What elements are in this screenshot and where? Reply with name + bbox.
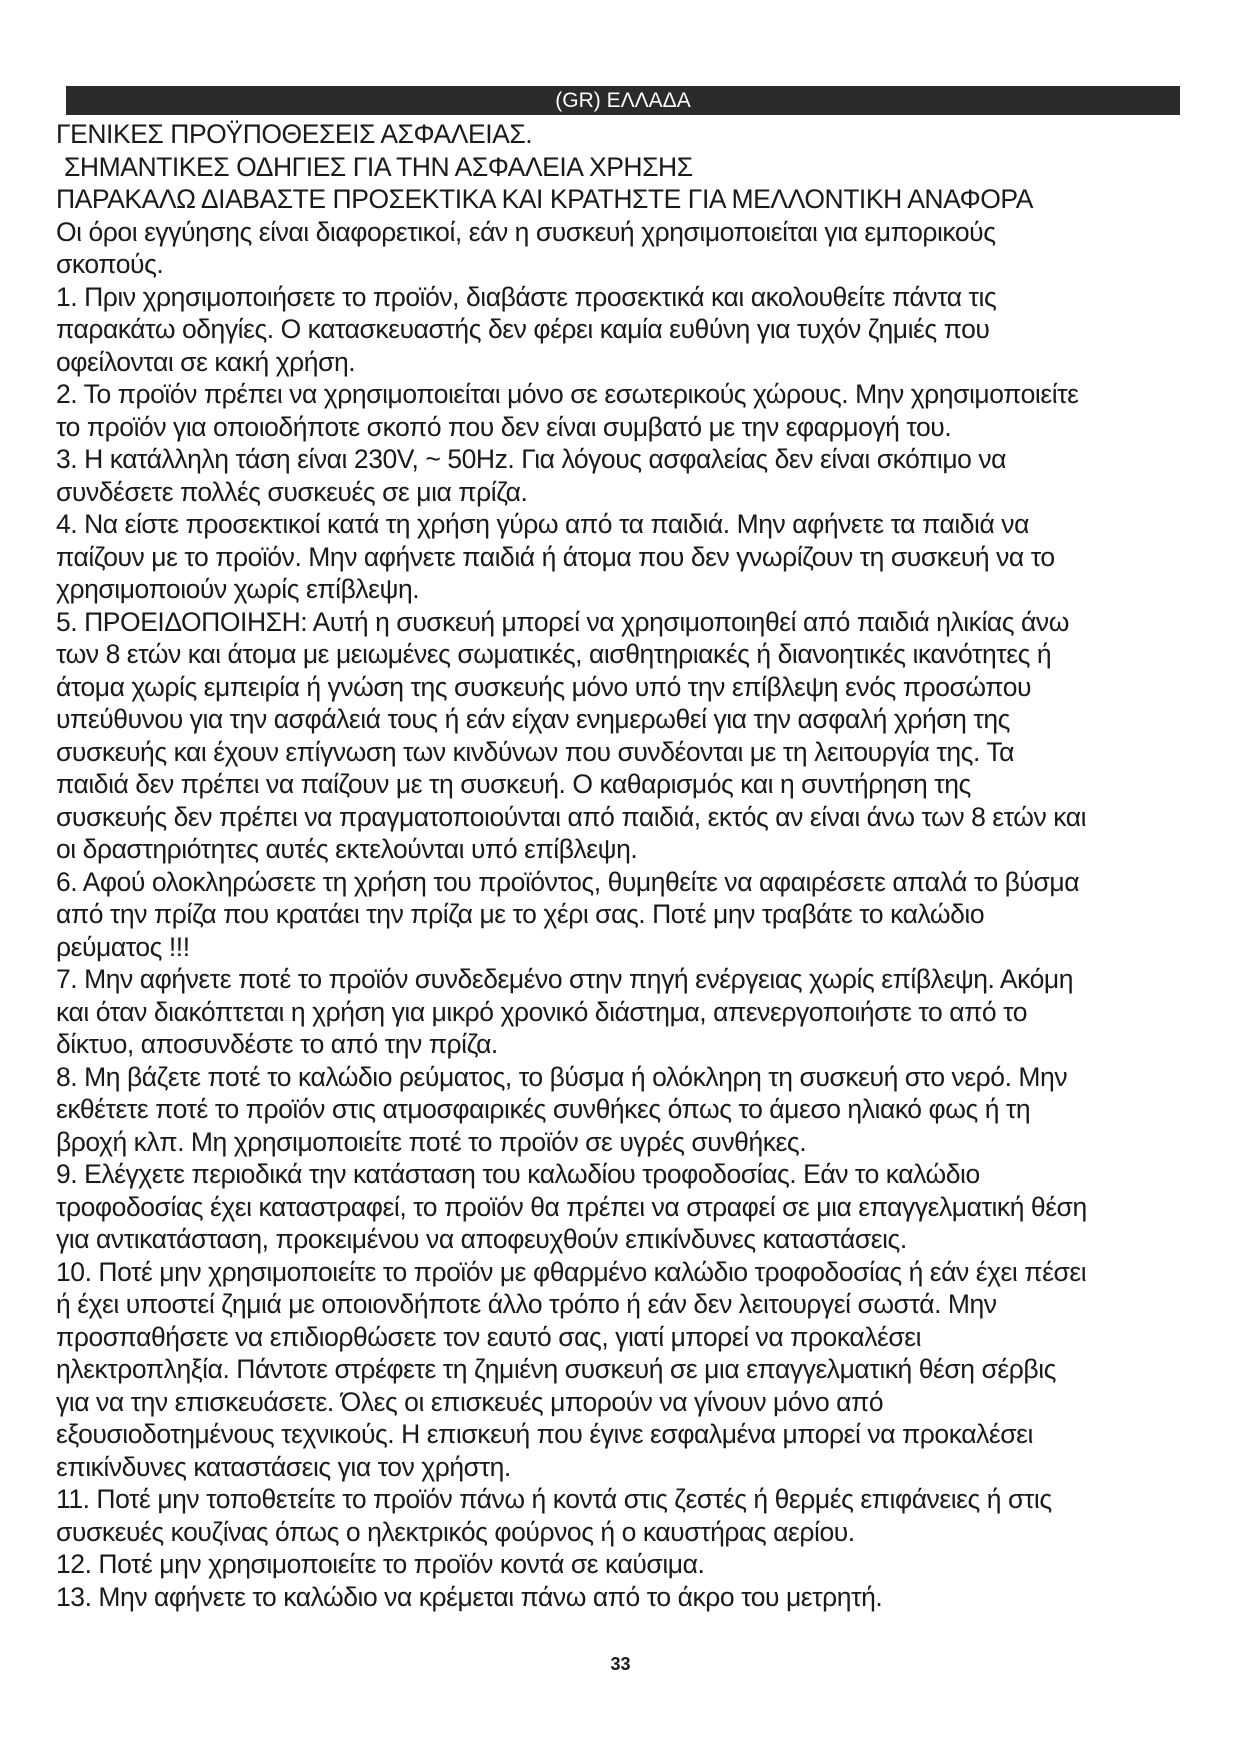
text-line: σκοπούς. (56, 249, 164, 279)
heading-important-instructions: ΣΗΜΑΝΤΙΚΕΣ ΟΔΗΓΙΕΣ ΓΙΑ ΤΗΝ ΑΣΦΑΛΕΙΑ ΧΡΗΣΗΣ (64, 151, 693, 182)
text-line: για να την επισκευάσετε. Όλες οι επισκευές μπορούν να γίνουν μόνο από (56, 1386, 884, 1417)
text-line: ηλεκτροπληξία. Πάντοτε στρέφετε τη ζημιένη συσκευή σε μια επαγγελματική θέση σέρβις (56, 1354, 1056, 1384)
text-line: το προϊόν για οποιοδήποτε σκοπό που δεν είναι συμβατό με την εφαρμογή του. (56, 411, 952, 442)
text-line: 9. Ελέγχετε περιοδικά την κατάσταση του καλωδίου τροφοδοσίας. Εάν το καλώδιο (56, 1159, 980, 1189)
text-line: 5. ΠΡΟΕΙΔΟΠΟΙΗΣΗ: Αυτή η συσκευή μπορεί να χρησιμοποιηθεί από παιδιά ηλικίας άνω (56, 606, 1069, 637)
text-line: και όταν διακόπτεται η χρήση για μικρό χρονικό διάστημα, απενεργοποιήστε το από το (56, 996, 1028, 1027)
text-line: 3. Η κατάλληλη τάση είναι 230V, ~ 50Hz. Για λόγους ασφαλείας δεν είναι σκόπιμο να (56, 444, 1007, 474)
text-line: ρεύματος !!! (56, 931, 190, 962)
text-line: οι δραστηριότητες αυτές εκτελούνται υπό επίβλεψη. (56, 834, 638, 864)
text-line: παίζουν με το προϊόν. Μην αφήνετε παιδιά ή άτομα που δεν γνωρίζουν τη συσκευή να το (56, 541, 1055, 572)
text-line: 8. Μη βάζετε ποτέ το καλώδιο ρεύματος, το βύσμα ή ολόκληρη τη συσκευή στο νερό. Μην (56, 1061, 1068, 1092)
text-line: 1. Πριν χρησιμοποιήσετε το προϊόν, διαβάστε προσεκτικά και ακολουθείτε πάντα τις (56, 281, 997, 312)
text-line: 6. Αφού ολοκληρώσετε τη χρήση του προϊόντος, θυμηθείτε να αφαιρέσετε απαλά το βύσμα (56, 866, 1080, 897)
text-line: άτομα χωρίς εμπειρία ή γνώση της συσκευής μόνο υπό την επίβλεψη ενός προσώπου (56, 671, 1032, 702)
text-line: συσκευές κουζίνας όπως ο ηλεκτρικός φούρνος ή ο καυστήρας αερίου. (56, 1516, 855, 1547)
text-line: 13. Μην αφήνετε το καλώδιο να κρέμεται πάνω από το άκρο του μετρητή. (56, 1581, 883, 1612)
text-line: 7. Μην αφήνετε ποτέ το προϊόν συνδεδεμένο στην πηγή ενέργειας χωρίς επίβλεψη. Ακόμη (56, 964, 1074, 994)
text-line: τροφοδοσίας έχει καταστραφεί, το προϊόν θα πρέπει να στραφεί σε μια επαγγελματική θέση (56, 1191, 1087, 1222)
text-line: 2. Το προϊόν πρέπει να χρησιμοποιείται μόνο σε εσωτερικούς χώρους. Μην χρησιμοποιείτε (56, 379, 1079, 409)
text-line: 12. Ποτέ μην χρησιμοποιείτε το προϊόν κοντά σε καύσιμα. (56, 1549, 705, 1579)
text-line: χρησιμοποιούν χωρίς επίβλεψη. (56, 574, 420, 604)
safety-instructions-list (56, 216, 1206, 1614)
text-line: για αντικατάσταση, προκειμένου να αποφευχθούν επικίνδυνες καταστάσεις. (56, 1224, 907, 1254)
heading-read-carefully: ΠΑΡΑΚΑΛΩ ΔΙΑΒΑΣΤΕ ΠΡΟΣΕΚΤΙΚΑ ΚΑΙ ΚΡΑΤΗΣΤΕ ΓΙΑ ΜΕΛΛΟΝΤΙΚΗ ΑΝΑΦΟΡΑ (56, 184, 1033, 214)
text-line: οφείλονται σε κακή χρήση. (56, 346, 356, 377)
text-line: παιδιά δεν πρέπει να παίζουν με τη συσκευή. Ο καθαρισμός και η συντήρηση της (56, 769, 971, 799)
text-line: συσκευής δεν πρέπει να πραγματοποιούνται από παιδιά, εκτός αν είναι άνω των 8 ετών και (56, 801, 1087, 832)
text-line: ή έχει υποστεί ζημιά με οποιονδήποτε άλλο τρόπο ή εάν δεν λειτουργεί σωστά. Μην (56, 1289, 997, 1319)
page-number: 33 (610, 1654, 631, 1674)
text-line: υπεύθυνου για την ασφάλειά τους ή εάν είχαν ενημερωθεί για την ασφαλή χρήση της (56, 704, 1010, 734)
language-header-bar: (GR) ΕΛΛΑΔΑ (66, 86, 1180, 115)
text-line: των 8 ετών και άτομα με μειωμένες σωματικές, αισθητηριακές ή διανοητικές ικανότητες ή (56, 639, 1052, 669)
text-line: βροχή κλπ. Μη χρησιμοποιείτε ποτέ το προϊόν σε υγρές συνθήκες. (56, 1126, 807, 1157)
text-line: Οι όροι εγγύησης είναι διαφορετικοί, εάν η συσκευή χρησιμοποιείται για εμπορικούς (56, 216, 996, 247)
text-line: 4. Να είστε προσεκτικοί κατά τη χρήση γύρω από τα παιδιά. Μην αφήνετε τα παιδιά να (56, 509, 1029, 539)
text-line: επικίνδυνες καταστάσεις για τον χρήστη. (56, 1451, 511, 1482)
heading-general-safety: ΓΕΝΙΚΕΣ ΠΡΟΫΠΟΘΕΣΕΙΣ ΑΣΦΑΛΕΙΑΣ. (56, 119, 533, 149)
text-line: προσπαθήσετε να επιδιορθώσετε τον εαυτό σας, γιατί μπορεί να προκαλέσει (56, 1321, 922, 1352)
text-line: συσκευής και έχουν επίγνωση των κινδύνων που συνδέονται με τη λειτουργία της. Τα (56, 736, 1015, 767)
text-line: εκθέτετε ποτέ το προϊόν στις ατμοσφαιρικές συνθήκες όπως το άμεσο ηλιακό φως ή τη (56, 1094, 1031, 1124)
text-line: 10. Ποτέ μην χρησιμοποιείτε το προϊόν με φθαρμένο καλώδιο τροφοδοσίας ή εάν έχει πέσει (56, 1256, 1087, 1287)
text-line: 11. Ποτέ μην τοποθετείτε το προϊόν πάνω ή κοντά στις ζεστές ή θερμές επιφάνειες ή στις (56, 1484, 1052, 1514)
text-line: συνδέσετε πολλές συσκευές σε μια πρίζα. (56, 476, 528, 507)
text-line: δίκτυο, αποσυνδέστε το από την πρίζα. (56, 1029, 498, 1059)
safety-content (56, 118, 1206, 1613)
text-line: από την πρίζα που κρατάει την πρίζα με το χέρι σας. Ποτέ μην τραβάτε το καλώδιο (56, 899, 985, 929)
text-line: εξουσιοδοτημένους τεχνικούς. Η επισκευή που έγινε εσφαλμένα μπορεί να προκαλέσει (56, 1419, 1033, 1449)
text-line: παρακάτω οδηγίες. Ο κατασκευαστής δεν φέρει καμία ευθύνη για τυχόν ζημιές που (56, 314, 990, 344)
